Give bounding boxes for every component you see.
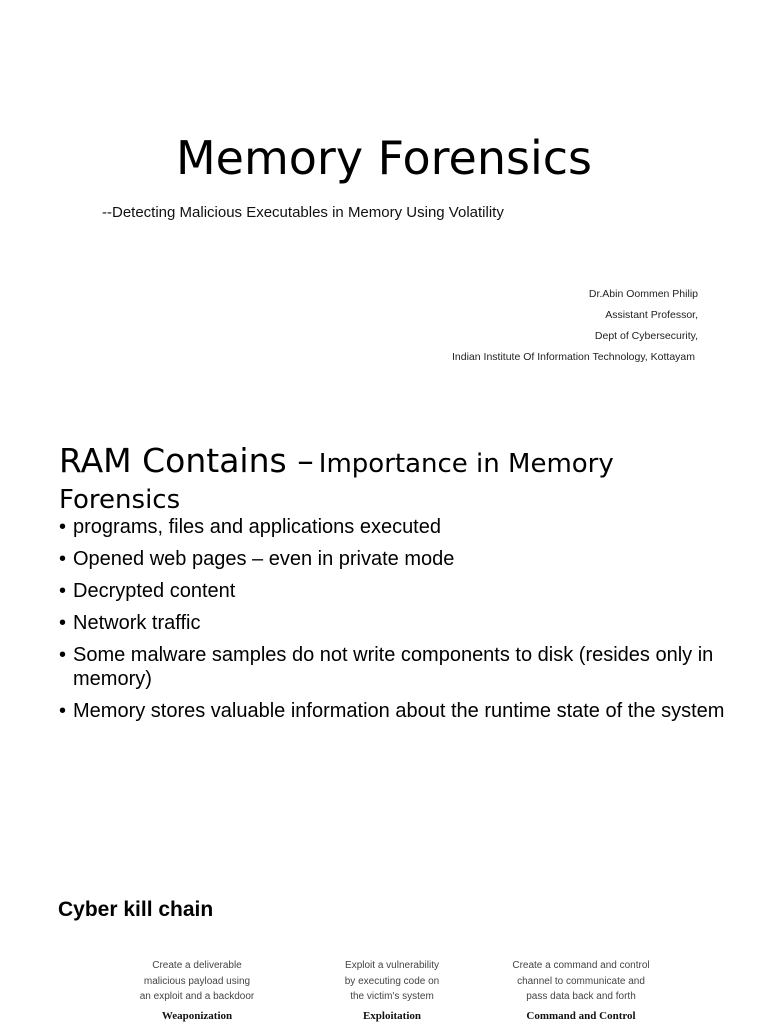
author-dept: Dept of Cybersecurity, xyxy=(594,330,698,342)
stage-description: Create a deliverable malicious payload using an exploit and a backdoor xyxy=(139,960,255,1002)
bullet-icon: • xyxy=(59,700,67,722)
ram-heading-line2: Forensics xyxy=(59,485,181,515)
stage-description: Exploit a vulnerability by executing code on the victim's system xyxy=(344,960,440,1002)
stage-name: Exploitation xyxy=(362,1009,422,1022)
list-item xyxy=(59,611,729,635)
list-item-text: programs, files and applications executed xyxy=(73,516,441,538)
stage-description: Create a command and control channel to communicate and pass data back and forth xyxy=(512,960,650,1002)
bullet-icon: • xyxy=(59,644,67,666)
kill-chain-heading: Cyber kill chain xyxy=(58,898,214,921)
bullet-icon: • xyxy=(59,612,67,634)
ram-heading-main: RAM Contains – xyxy=(59,441,314,480)
slide-subtitle: --Detecting Malicious Executables in Memory Using Volatility xyxy=(102,204,504,221)
author-block xyxy=(278,287,698,371)
kill-chain-stage-weaponization xyxy=(112,958,282,1023)
ram-heading-rest: Importance in Memory xyxy=(318,449,614,479)
author-name: Dr.Abin Oommen Philip xyxy=(588,288,698,300)
list-item-text: Decrypted content xyxy=(73,580,236,602)
list-item xyxy=(59,579,729,603)
list-item xyxy=(59,699,729,723)
ram-bullet-list xyxy=(59,515,729,731)
ram-heading xyxy=(59,441,739,516)
bullet-icon: • xyxy=(59,516,67,538)
kill-chain-stage-command-and-control xyxy=(496,958,666,1023)
stage-name: Weaponization xyxy=(161,1009,233,1022)
list-item-text: Some malware samples do not write components to disk (resides only in memory) xyxy=(73,644,714,690)
slide-title: Memory Forensics xyxy=(175,131,593,185)
list-item-text: Opened web pages – even in private mode xyxy=(73,548,455,570)
author-role: Assistant Professor, xyxy=(605,309,698,321)
list-item xyxy=(59,643,729,691)
bullet-icon: • xyxy=(59,548,67,570)
list-item xyxy=(59,515,729,539)
kill-chain-stage-exploitation xyxy=(307,958,477,1023)
author-institute: Indian Institute Of Information Technology, Kottayam xyxy=(452,351,695,363)
list-item xyxy=(59,547,729,571)
list-item-text: Memory stores valuable information about the runtime state of the system xyxy=(73,700,725,722)
list-item-text: Network traffic xyxy=(73,612,201,634)
stage-name: Command and Control xyxy=(526,1009,636,1022)
bullet-icon: • xyxy=(59,580,67,602)
